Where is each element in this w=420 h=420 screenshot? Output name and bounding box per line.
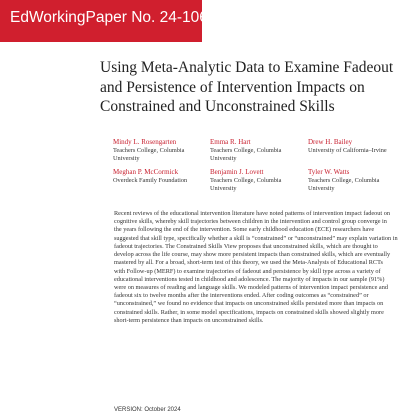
author-affiliation: Teachers College, Columbia University xyxy=(210,147,282,162)
author-block xyxy=(210,138,302,162)
abstract xyxy=(114,210,404,325)
author-affiliation: Overdeck Family Foundation xyxy=(113,177,188,184)
abstract-line: constrained skills. Rather, in some model specifications, impacts on constrained skills showed slightly more xyxy=(114,308,384,316)
author-name: Drew H. Bailey xyxy=(308,138,353,146)
abstract-line: “unconstrained,” we found no evidence that impacts on unconstrained skills persisted more than impacts on xyxy=(114,300,384,308)
author-block xyxy=(210,168,302,192)
paper-title xyxy=(100,58,400,117)
abstract-line: with Follow-up (MERF) to examine trajectories of fadeout and persistence by skill type across a variety of xyxy=(114,267,381,275)
abstract-line: the years following the end of the intervention. Some early childhood education (ECE) researchers have xyxy=(114,226,375,234)
author-block xyxy=(113,138,205,162)
abstract-line: Recent reviews of the educational intervention literature have noted patterns of intervention impact fadeout on xyxy=(114,210,390,217)
author-name: Tyler W. Watts xyxy=(308,168,350,176)
author-name: Benjamin J. Lovett xyxy=(210,168,264,176)
author-name: Mindy L. Rosengarten xyxy=(113,138,177,146)
abstract-line: develop across the life course, may show more persistent impacts than constrained skills, which are eventually xyxy=(114,251,391,259)
abstract-line: fadeout trajectories. The Constrained Skills View proposes that unconstrained skills, which are thought to xyxy=(114,242,378,250)
author-name: Meghan P. McCormick xyxy=(113,168,179,176)
author-affiliation: Teachers College, Columbia University xyxy=(308,177,380,192)
abstract-line: fadeout six to twelve months after the interventions ended. After coding outcomes as “constrained” or xyxy=(114,292,369,300)
author-affiliation: Teachers College, Columbia University xyxy=(210,177,282,192)
abstract-line: short-term persistence than impacts on unconstrained skills. xyxy=(114,316,264,324)
title-line: Constrained and Unconstrained Skills xyxy=(100,98,335,115)
author-affiliation: Teachers College, Columbia University xyxy=(113,147,185,162)
abstract-line: mastered by all. For a broad, short-term test of this theory, we used the Meta-Analysis of Educational RCTs xyxy=(114,259,383,267)
abstract-line: educational interventions tested in childhood and adolescence. The majority of impacts in our sample (91%) xyxy=(114,275,385,283)
working-paper-number: EdWorkingPaper No. 24-1069 xyxy=(10,9,217,26)
author-block xyxy=(308,138,408,155)
working-paper-banner xyxy=(0,0,217,42)
author-name: Emma R. Hart xyxy=(210,138,251,146)
version-date: VERSION: October 2024 xyxy=(114,407,181,413)
author-affiliation: University of California–Irvine xyxy=(308,147,387,154)
title-line: and Persistence of Intervention Impacts on xyxy=(100,78,365,96)
title-line: Using Meta-Analytic Data to Examine Fadeout xyxy=(100,59,394,76)
author-block xyxy=(113,168,208,185)
abstract-line: were on measures of reading and language skills. We modeled patterns of intervention impact persistence and xyxy=(114,283,388,291)
abstract-line: cognitive skills, whereby skill trajectories between children in the intervention and control group converge in xyxy=(114,218,387,226)
author-block xyxy=(308,168,400,192)
abstract-line: suggested that skill type, specifically whether a skill is “constrained” or “unconstrained” may explain variation in xyxy=(114,234,398,242)
